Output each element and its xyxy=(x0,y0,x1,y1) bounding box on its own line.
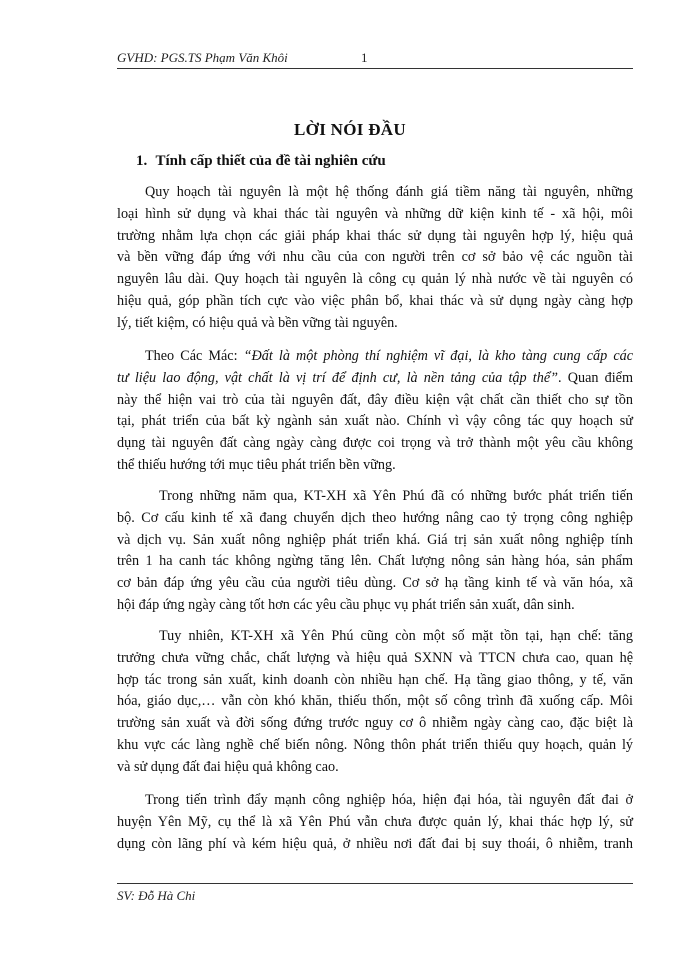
header-divider xyxy=(117,68,633,69)
paragraph-3 xyxy=(117,486,633,617)
supervisor-label: GVHD: PGS.TS Phạm Văn Khôi xyxy=(117,50,288,65)
text-line: hội đáp ứng ngày càng tốt hơn các yêu cầu phục vụ phát triển sản xuất, dân sinh. xyxy=(117,596,575,613)
text-line: lý, tiết kiệm, có hiệu quả và bền vững tài nguyên. xyxy=(117,314,398,331)
document-title: LỜI NÓI ĐẦU xyxy=(294,120,406,139)
section-heading xyxy=(136,153,386,170)
text-line: Trong tiến trình đẩy mạnh công nghiệp hóa, hiện đại hóa, tài nguyên đất đai ở xyxy=(145,792,633,808)
paragraph-1 xyxy=(117,182,633,335)
text-line: hợp tác trong sản xuất, kinh doanh còn nhiều hạn chế. Hạ tầng giao thông, y tế, văn xyxy=(117,671,633,688)
text-line: trường sản xuất và đời sống đứng trước nguy cơ ô nhiễm ngày càng cao, đặc biệt là xyxy=(117,715,633,732)
text-line: loại hình sử dụng và khai thác tài nguyên và những dữ kiện kinh tế - xã hội, môi xyxy=(117,205,633,222)
section-heading-text: Tính cấp thiết của đề tài nghiên cứu xyxy=(155,153,386,169)
text-line: dụng còn lãng phí và kém hiệu quả, ở nhiều nơi đất đai bị suy thoái, ô nhiễm, tranh xyxy=(117,835,633,852)
text-line: tại, phát triển của bất kỳ ngành sản xuất nào. Chính vì vậy công tác quy hoạch sử xyxy=(117,413,633,430)
page-header xyxy=(117,48,633,68)
paragraph-5 xyxy=(117,790,633,855)
text-line: Quy hoạch tài nguyên là một hệ thống đánh giá tiềm năng tài nguyên, những xyxy=(145,184,633,200)
text-line: cơ bản đáp ứng yêu cầu của người tiêu dùng. Cơ sở hạ tầng kinh tế và văn hóa, xã xyxy=(117,575,633,592)
quote-text: “Đất là một phòng thí nghiệm vĩ đại, là kho tàng cung cấp các xyxy=(243,348,634,364)
page-number: 1 xyxy=(361,50,368,65)
text-line: trường nhằm lựa chọn các giải pháp khai thác sử dụng tài nguyên hợp lý, hiệu quả xyxy=(117,227,633,244)
quote-lead: Theo Các Mác: xyxy=(145,348,244,364)
text-line: hóa, giáo dục,… vẫn còn khó khăn, thiếu thốn, một số công trình đã xuống cấp. Môi xyxy=(117,693,633,710)
text-line: khu vực các làng nghề chế biến nông. Nông thôn phát triển thiếu quy hoạch, quản lý xyxy=(117,736,633,753)
footer-divider xyxy=(117,883,633,884)
text-line: huyện Yên Mỹ, cụ thể là xã Yên Phú vẫn chưa được quản lý, khai thác hợp lý, sử xyxy=(117,813,633,830)
text-line xyxy=(117,368,633,390)
text-line: và bền vững đáp ứng với nhu cầu của con người trên cơ sở bảo vệ các nguồn tài xyxy=(117,249,633,266)
text-line: trên 1 ha canh tác không ngừng tăng lên. Chất lượng nông sản hàng hóa, sản phẩm xyxy=(117,553,633,570)
text-line: dụng tài nguyên đất càng ngày càng được coi trọng và trở thành một yêu cầu không xyxy=(117,435,633,452)
quote-tail: . Quan điểm xyxy=(558,369,633,386)
text-line: và sử dụng đất đai hiệu quả không cao. xyxy=(117,758,339,775)
text-line: này thể hiện vai trò của tài nguyên đất, đây điều kiện vật chất cần thiết cho sự tồn xyxy=(117,391,633,408)
text-line: và dịch vụ. Sản xuất nông nghiệp phát triển khá. Giá trị sản xuất nông nghiệp tính xyxy=(117,531,633,548)
text-line: thể thiếu hướng tới mục tiêu phát triển bền vững. xyxy=(117,456,396,473)
text-line: hiệu quả, góp phần tích cực vào việc phân bổ, khai thác và sử dụng ngày càng hợp xyxy=(117,292,633,309)
student-label: SV: Đỗ Hà Chi xyxy=(117,888,196,903)
paragraph-2 xyxy=(117,346,633,477)
text-line: Trong những năm qua, KT-XH xã Yên Phú đã có những bước phát triển tiến xyxy=(159,488,633,504)
text-line xyxy=(117,346,633,368)
section-number: 1. xyxy=(136,153,148,169)
text-line: nguyên lâu dài. Quy hoạch tài nguyên là công cụ quản lý nhà nước về tài nguyên có xyxy=(117,271,633,288)
text-line: bộ. Cơ cấu kinh tế xã đang chuyển dịch theo hướng nâng cao tỷ trọng công nghiệp xyxy=(117,509,633,526)
paragraph-4 xyxy=(117,626,633,779)
text-line: trưởng chưa vững chắc, chất lượng và hiệu quả SXNN và TTCN chưa cao, quan hệ xyxy=(117,649,633,666)
quote-text: tư liệu lao động, vật chất là vị trí để định cư, là nền tảng của tập thể” xyxy=(117,369,559,386)
text-line: Tuy nhiên, KT-XH xã Yên Phú cũng còn một số mặt tồn tại, hạn chế: tăng xyxy=(159,628,633,644)
